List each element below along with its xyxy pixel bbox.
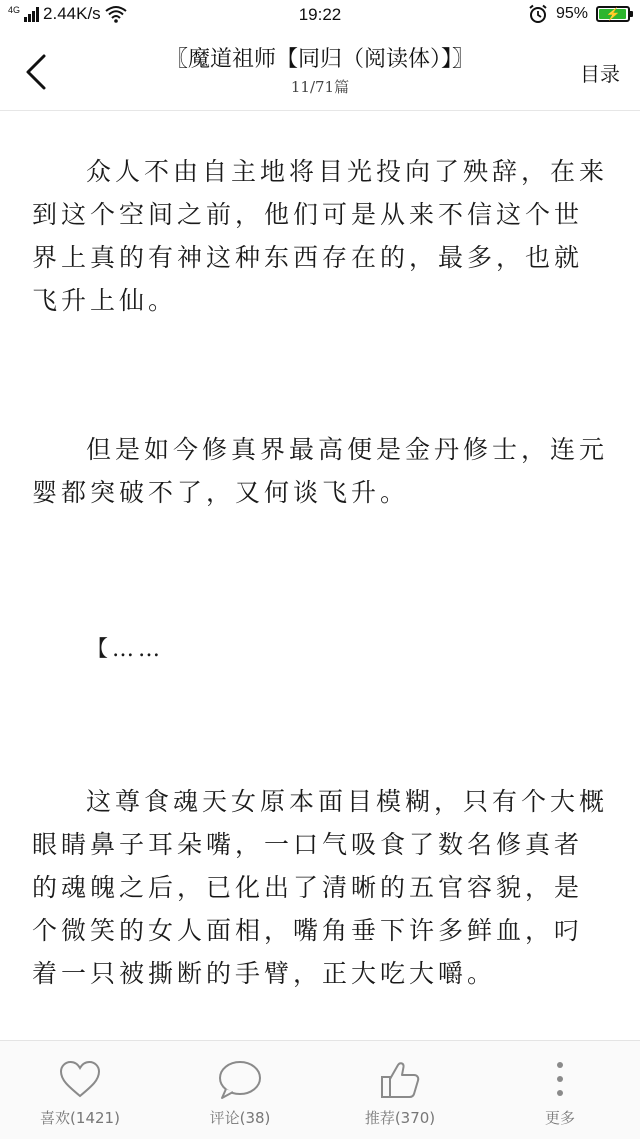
chapter-progress: 11/71篇 [290, 78, 350, 96]
table-of-contents-button[interactable]: 目录 [580, 62, 620, 86]
vertical-dots-icon [552, 1059, 568, 1099]
more-button[interactable] [480, 1041, 640, 1139]
reader-header [0, 34, 640, 111]
clock: 19:22 [298, 5, 342, 24]
charging-icon: ⚡ [605, 7, 621, 21]
book-title: 〖魔道祖师【同归（阅读体）】〗 [165, 47, 474, 72]
network-type: 4G [8, 4, 21, 15]
paragraph: 但是如今修真界最高便是金丹修士，连元婴都突破不了，又何谈飞升。 [32, 435, 609, 507]
status-right [528, 4, 630, 24]
status-bar [0, 0, 640, 34]
recommend-label: 推荐(370) [364, 1109, 436, 1127]
alarm-icon [528, 4, 548, 24]
more-label: 更多 [544, 1109, 575, 1127]
comment-label: 评论(38) [209, 1109, 271, 1127]
heart-icon [58, 1059, 102, 1099]
back-button[interactable] [18, 48, 58, 96]
comment-button[interactable] [160, 1041, 320, 1139]
network-speed: 2.44K/s [43, 4, 101, 23]
recommend-button[interactable] [320, 1041, 480, 1139]
paragraph: 众人不由自主地将目光投向了殃辞，在来到这个空间之前，他们可是从来不信这个世界上真的有神这种东西存在的，最多，也就飞升上仙。 [32, 157, 609, 315]
thumbs-up-icon [379, 1059, 421, 1101]
comment-bubble-icon [217, 1059, 263, 1101]
bottom-action-bar [0, 1040, 640, 1139]
paragraph: 这尊食魂天女原本面目模糊，只有个大概眼睛鼻子耳朵嘴，一口气吸食了数名修真者的魂魄之后，已化出了清晰的五官容貌，是个微笑的女人面相，嘴角垂下许多鲜血，叼着一只被撕断的手臂，正大吃大嚼。 [32, 787, 609, 988]
battery-icon [596, 6, 630, 22]
like-button[interactable] [0, 1041, 160, 1139]
paragraph: 【…… [86, 637, 165, 662]
chevron-left-icon [18, 48, 58, 96]
battery-percent: 95% [555, 5, 588, 22]
like-label: 喜欢(1421) [40, 1109, 120, 1127]
